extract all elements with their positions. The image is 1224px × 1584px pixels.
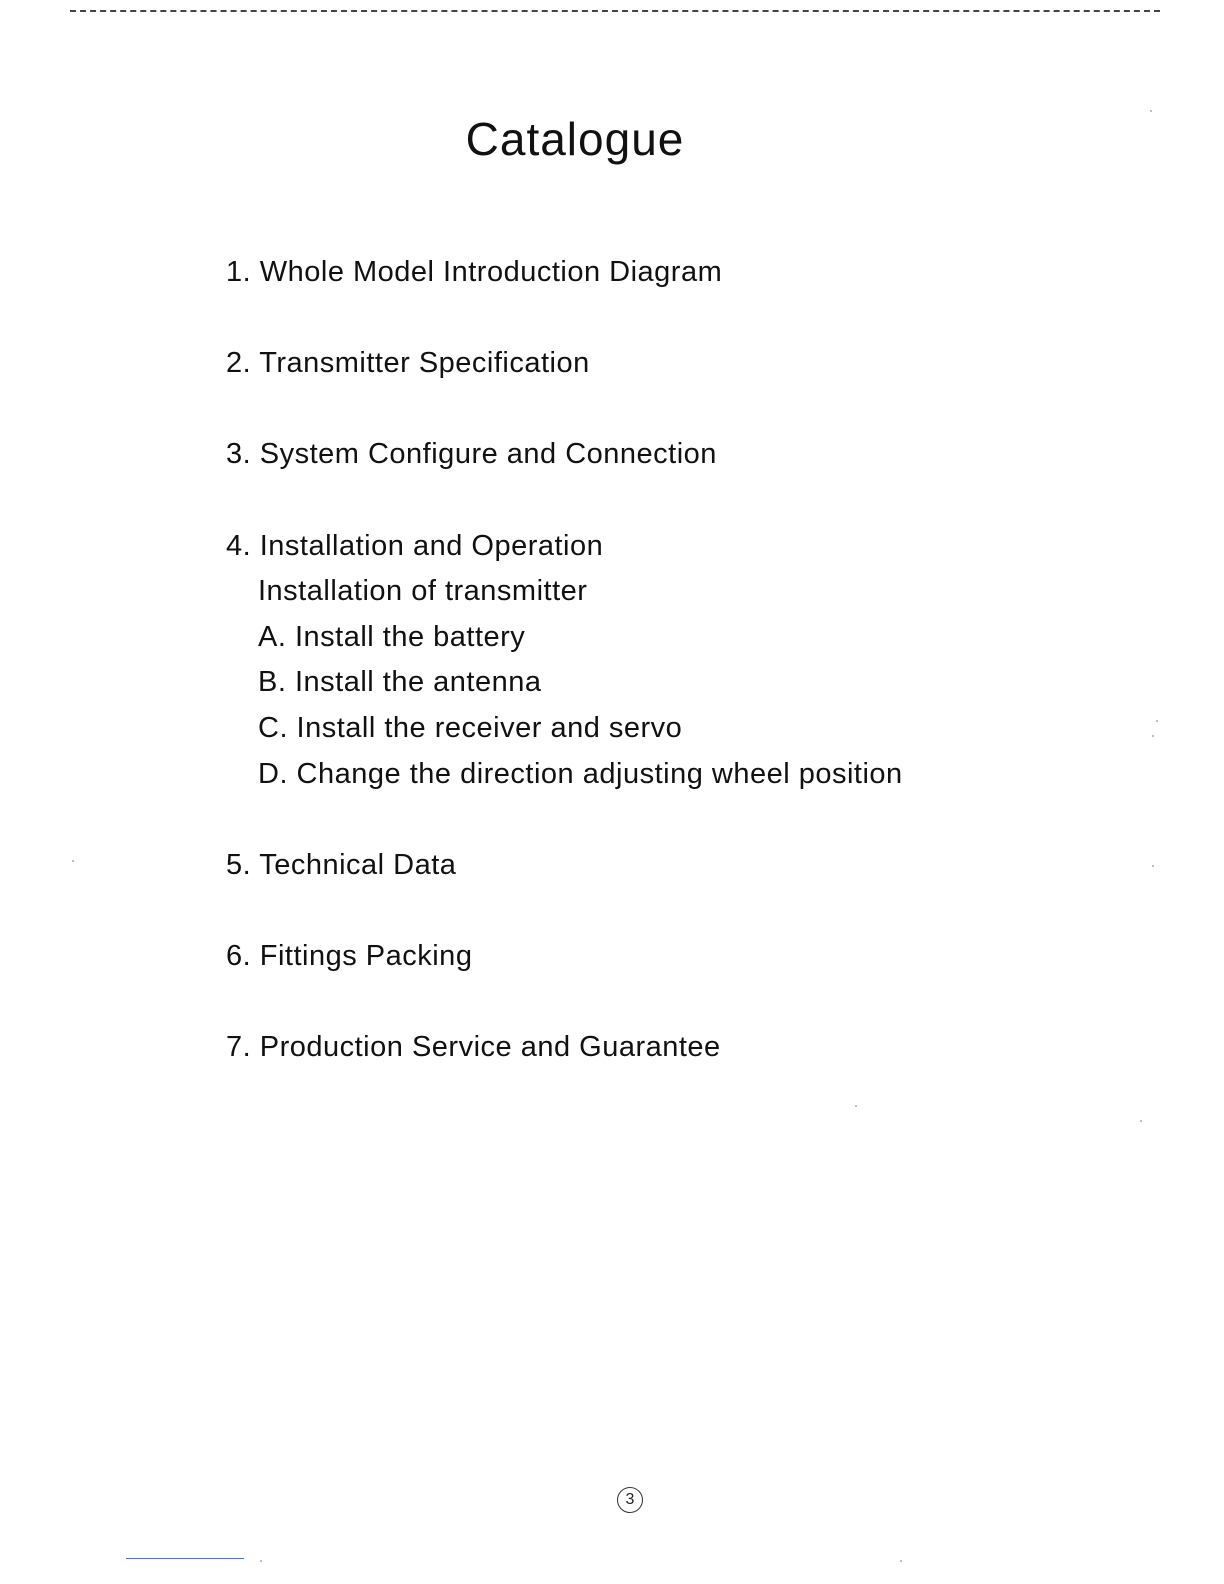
toc-entry-7: 7. Production Service and Guarantee [226,1031,721,1063]
scan-speckle [1152,735,1154,737]
bottom-rule [126,1558,244,1559]
scan-speckle [260,1560,262,1562]
toc-entry-2: 2. Transmitter Specification [226,347,590,379]
toc-subentry-d: D. Change the direction adjusting wheel position [258,758,903,790]
scan-speckle [855,1105,857,1107]
scan-speckle [1140,1120,1142,1122]
scan-speckle [1156,720,1158,722]
toc-entry-1: 1. Whole Model Introduction Diagram [226,256,723,288]
page-number-badge: 3 [617,1487,643,1513]
toc-subentry-b: B. Install the antenna [258,666,542,698]
toc-entry-5: 5. Technical Data [226,849,457,881]
toc-entry-4: 4. Installation and Operation [226,530,604,562]
toc-subentry-installation-of-transmitter: Installation of transmitter [258,575,588,607]
toc-subentry-a: A. Install the battery [258,621,526,653]
toc-entry-3: 3. System Configure and Connection [226,438,717,470]
toc-entry-6: 6. Fittings Packing [226,940,473,972]
toc-subentry-c: C. Install the receiver and servo [258,712,683,744]
page-title: Catalogue [465,113,685,165]
scan-speckle [900,1560,902,1562]
scan-speckle [1150,110,1152,112]
scan-speckle [1152,865,1154,867]
top-dashed-rule [70,10,1160,12]
scan-speckle [72,860,74,862]
